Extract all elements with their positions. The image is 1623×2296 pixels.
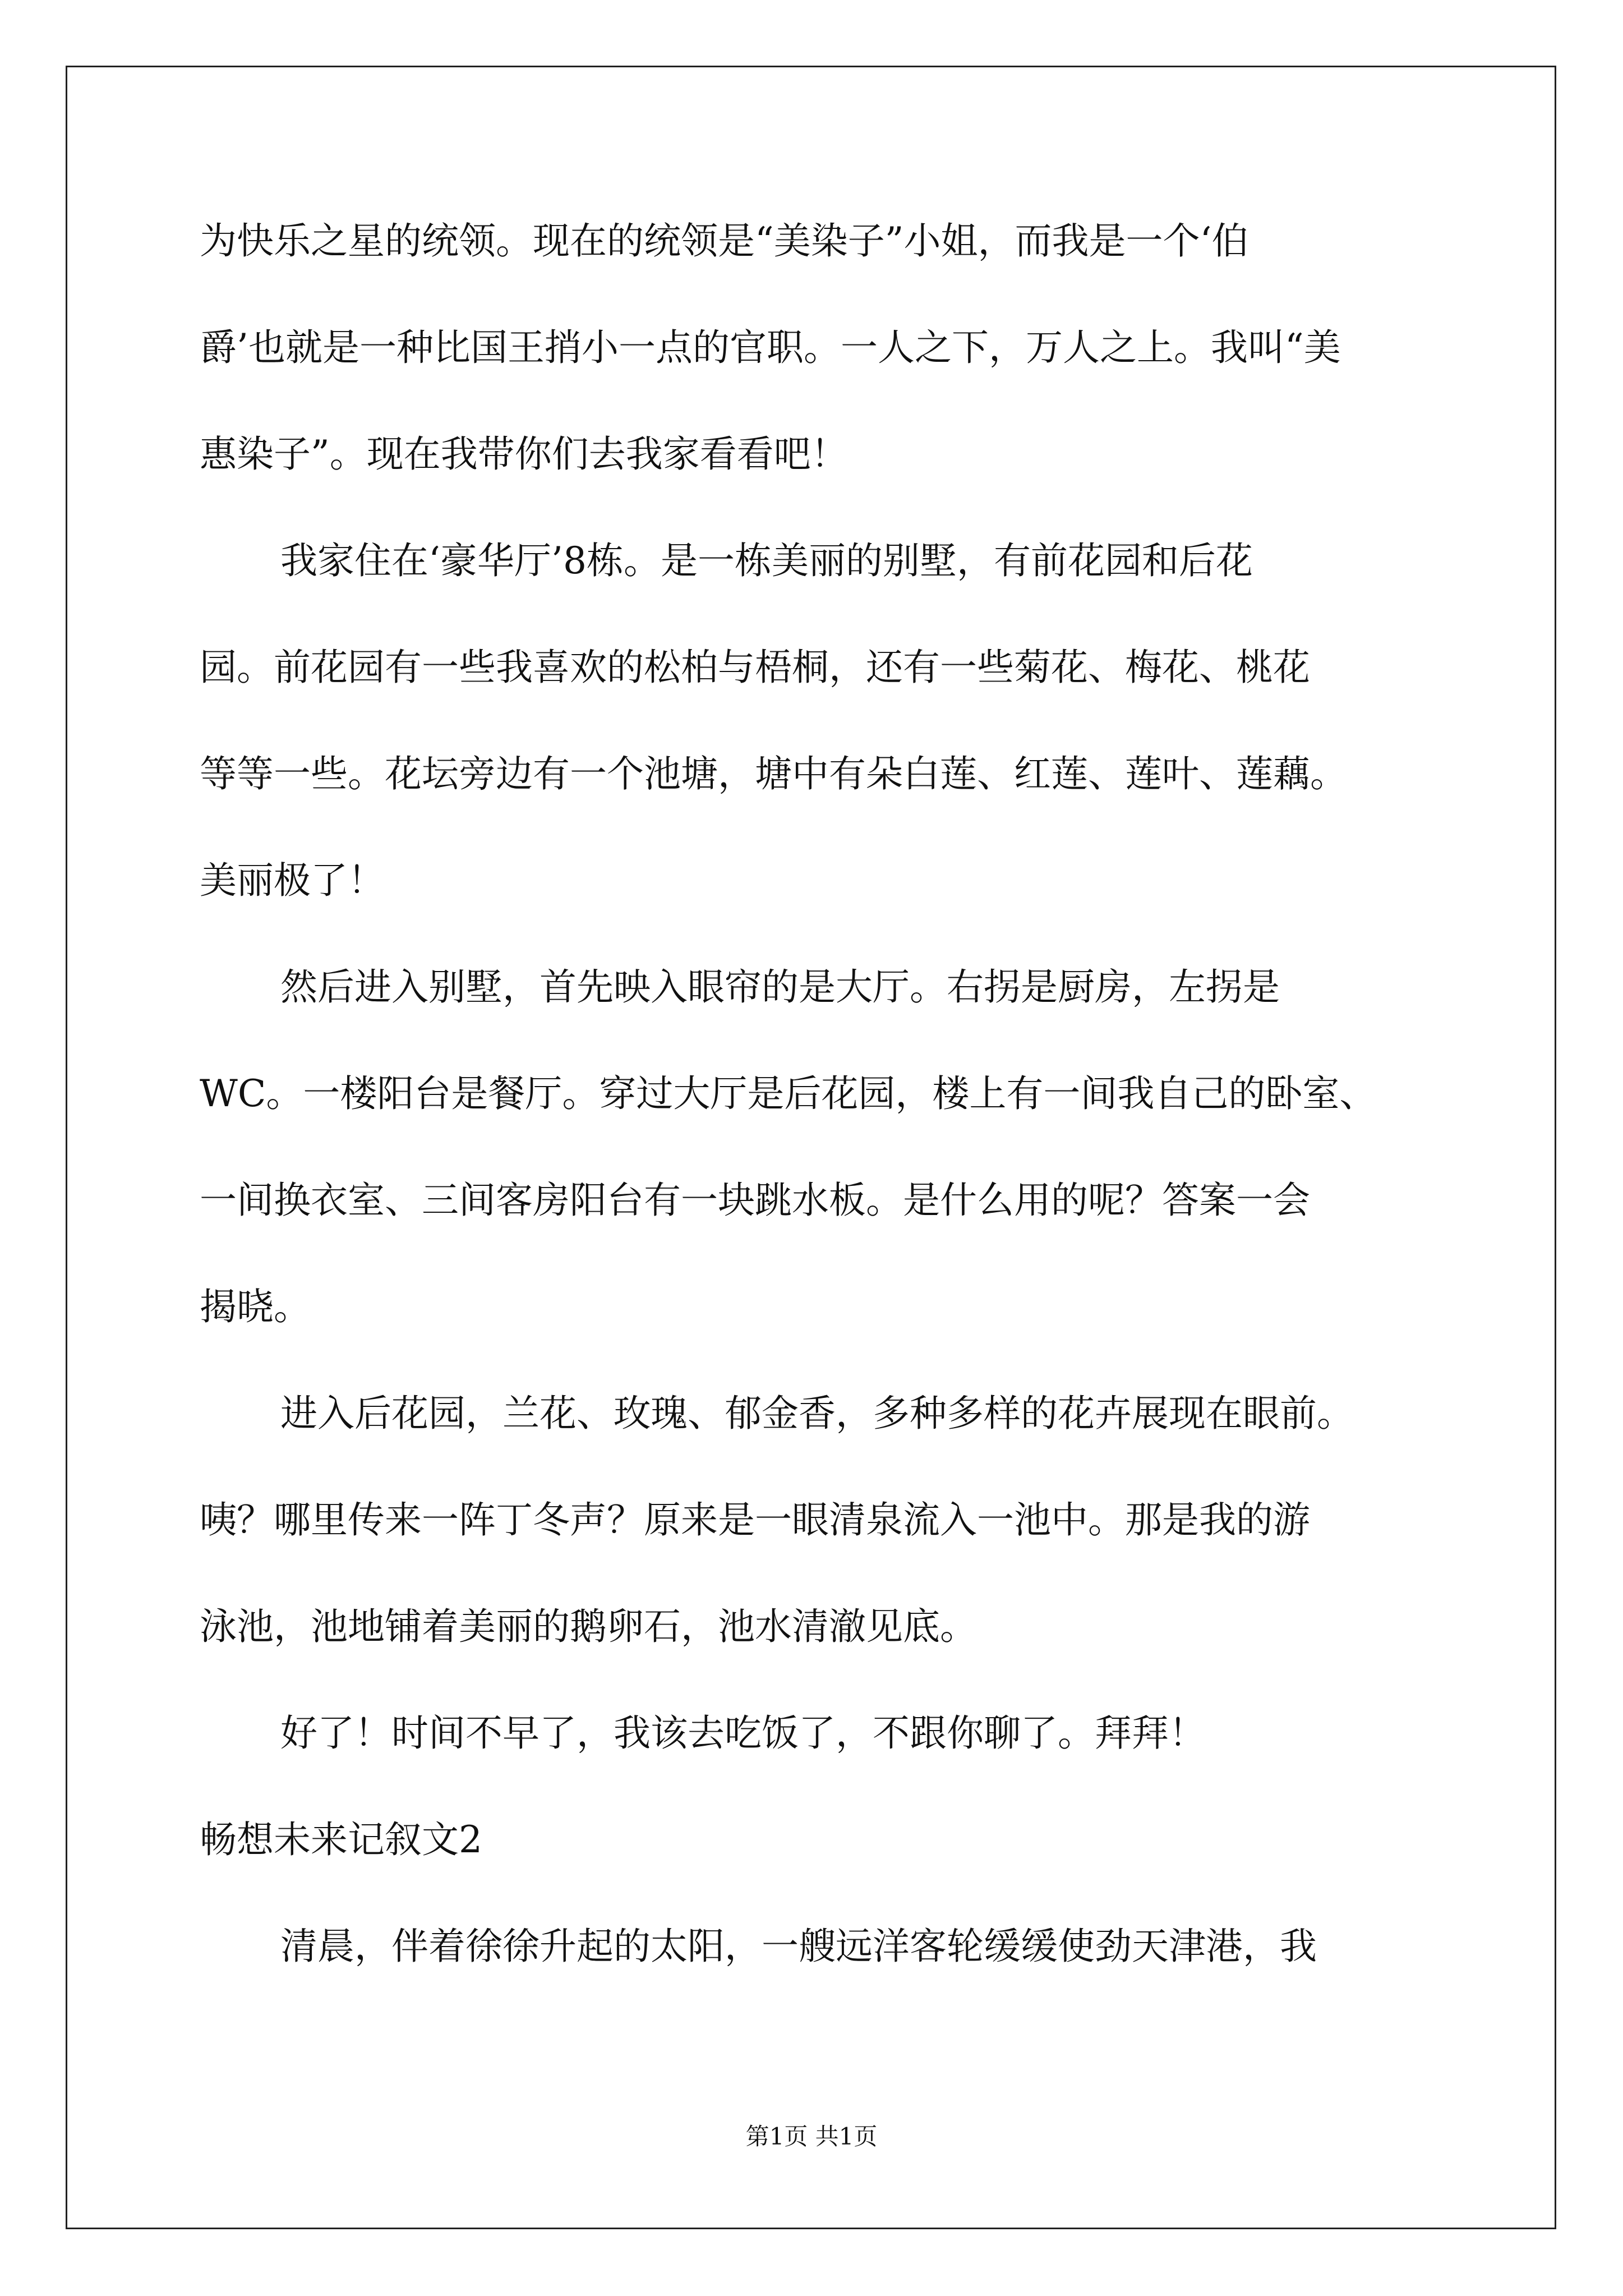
text-line: 等等一些。花坛旁边有一个池塘，塘中有朵白莲、红莲、莲叶、莲藕。 xyxy=(200,752,1347,795)
paragraph-first-line: 清晨，伴着徐徐升起的太阳，一艘远洋客轮缓缓使劲天津港，我 xyxy=(280,1925,1317,1968)
paragraph-first-line: 进入后花园，兰花、玫瑰、郁金香，多种多样的花卉展现在眼前。 xyxy=(280,1392,1354,1435)
text-line: 惠染子”。现在我带你们去我家看看吧！ xyxy=(200,432,848,476)
section-heading: 畅想未来记叙文2 xyxy=(200,1818,482,1861)
text-line: 美丽极了！ xyxy=(200,859,385,902)
paragraph-first-line: 然后进入别墅，首先映入眼帘的是大厅。右拐是厨房，左拐是 xyxy=(280,965,1280,1009)
text-line: 泳池，池地铺着美丽的鹅卵石，池水清澈见底。 xyxy=(200,1605,977,1648)
text-line: 咦？哪里传来一阵丁冬声？原来是一眼清泉流入一池中。那是我的游 xyxy=(200,1498,1310,1542)
text-line: 揭晓。 xyxy=(200,1285,311,1328)
text-line: 一间换衣室、三间客房阳台有一块跳水板。是什么用的呢？答案一会 xyxy=(200,1179,1310,1222)
paragraph-first-line: 我家住在‘豪华厅’8栋。是一栋美丽的别墅，有前花园和后花 xyxy=(280,539,1253,582)
text-line: 园。前花园有一些我喜欢的松柏与梧桐，还有一些菊花、梅花、桃花 xyxy=(200,646,1310,689)
text-line: 爵’也就是一种比国王捎小一点的官职。一人之下，万人之上。我叫“美 xyxy=(200,326,1341,369)
text-line: WC。一楼阳台是餐厅。穿过大厅是后花园，楼上有一间我自己的卧室、 xyxy=(200,1072,1377,1115)
paragraph-first-line: 好了！时间不早了，我该去吃饭了，不跟你聊了。拜拜！ xyxy=(280,1711,1206,1755)
text-line: 为快乐之星的统领。现在的统领是“美染子”小姐，而我是一个‘伯 xyxy=(200,219,1249,263)
page-footer: 第1页 共1页 xyxy=(745,2123,878,2150)
page-border xyxy=(66,66,1556,2229)
